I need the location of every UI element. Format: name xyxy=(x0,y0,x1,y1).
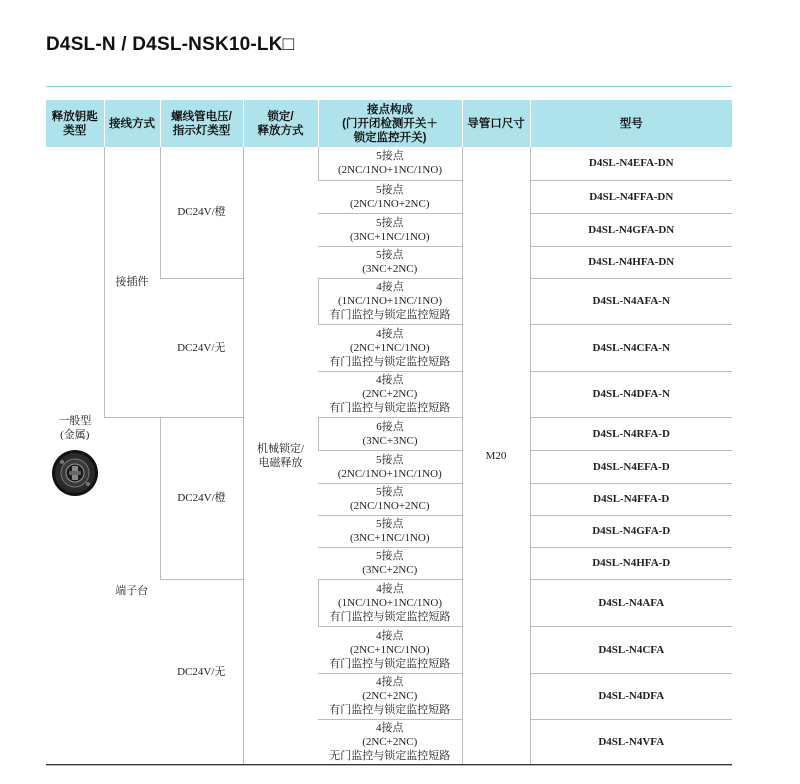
contact-cell: 4接点 (1NC/1NO+1NC/1NO) 有门监控与锁定监控短路 xyxy=(318,278,462,324)
table-row xyxy=(46,147,732,180)
contact-cell: 5接点 (3NC+2NC) xyxy=(318,246,462,278)
model-cell: D4SL-N4VFA xyxy=(530,719,732,765)
model-cell: D4SL-N4DFA xyxy=(530,673,732,719)
header-model: 型号 xyxy=(530,100,732,147)
model-cell: D4SL-N4FFA-DN xyxy=(530,180,732,213)
page-title: D4SL-N / D4SL-NSK10-LK□ xyxy=(46,34,295,55)
contact-cell: 4接点 (1NC/1NO+1NC/1NO) 有门监控与锁定监控短路 xyxy=(318,579,462,626)
model-cell: D4SL-N4AFA xyxy=(530,579,732,626)
contact-cell: 4接点 (2NC+2NC) 有门监控与锁定监控短路 xyxy=(318,371,462,417)
model-cell: D4SL-N4HFA-DN xyxy=(530,246,732,278)
model-cell: D4SL-N4HFA-D xyxy=(530,547,732,579)
model-cell: D4SL-N4AFA-N xyxy=(530,278,732,324)
contact-cell: 5接点 (2NC/1NO+2NC) xyxy=(318,483,462,515)
contact-cell: 4接点 (2NC+2NC) 无门监控与锁定监控短路 xyxy=(318,719,462,765)
wiring-connector-cell: 接插件 xyxy=(104,147,160,417)
table-header-row xyxy=(46,100,732,147)
model-cell: D4SL-N4FFA-D xyxy=(530,483,732,515)
table-row xyxy=(46,417,732,450)
key-type-cell xyxy=(46,147,104,765)
model-cell: D4SL-N4EFA-DN xyxy=(530,147,732,180)
model-cell: D4SL-N4RFA-D xyxy=(530,417,732,450)
table-bottom-rule xyxy=(46,764,732,765)
voltage-cell: DC24V/橙 xyxy=(160,147,243,278)
model-cell: D4SL-N4GFA-DN xyxy=(530,213,732,246)
header-key-type: 释放钥匙 类型 xyxy=(46,100,104,147)
contact-cell: 4接点 (2NC+2NC) 有门监控与锁定监控短路 xyxy=(318,673,462,719)
model-cell: D4SL-N4CFA-N xyxy=(530,324,732,371)
contact-cell: 6接点 (3NC+3NC) xyxy=(318,417,462,450)
key-type-label: 一般型 (金属) xyxy=(58,414,92,441)
contact-cell: 5接点 (2NC/1NO+2NC) xyxy=(318,180,462,213)
header-conduit: 导管口尺寸 xyxy=(462,100,530,147)
contact-cell: 5接点 (2NC/1NO+1NC/1NO) xyxy=(318,450,462,483)
contact-cell: 4接点 (2NC+1NC/1NO) 有门监控与锁定监控短路 xyxy=(318,324,462,371)
model-cell: D4SL-N4EFA-D xyxy=(530,450,732,483)
voltage-cell: DC24V/无 xyxy=(160,278,243,417)
spec-table xyxy=(46,100,732,766)
header-wiring: 接线方式 xyxy=(104,100,160,147)
conduit-cell: M20 xyxy=(462,147,530,765)
header-divider xyxy=(46,86,732,87)
voltage-cell: DC24V/橙 xyxy=(160,417,243,579)
model-cell: D4SL-N4CFA xyxy=(530,626,732,673)
contact-cell: 5接点 (3NC+1NC/1NO) xyxy=(318,515,462,547)
contact-cell: 4接点 (2NC+1NC/1NO) 有门监控与锁定监控短路 xyxy=(318,626,462,673)
lock-method-cell: 机械锁定/ 电磁释放 xyxy=(243,147,318,765)
model-cell: D4SL-N4DFA-N xyxy=(530,371,732,417)
contact-cell: 5接点 (2NC/1NO+1NC/1NO) xyxy=(318,147,462,180)
release-key-image xyxy=(50,448,100,498)
voltage-cell: DC24V/无 xyxy=(160,579,243,765)
header-contact: 接点构成 (门开闭检测开关＋ 锁定监控开关) xyxy=(318,100,462,147)
contact-cell: 5接点 (3NC+1NC/1NO) xyxy=(318,213,462,246)
header-voltage: 螺线管电压/ 指示灯类型 xyxy=(160,100,243,147)
contact-cell: 5接点 (3NC+2NC) xyxy=(318,547,462,579)
model-cell: D4SL-N4GFA-D xyxy=(530,515,732,547)
wiring-terminal-cell: 端子台 xyxy=(104,417,160,765)
header-lock-method: 锁定/ 释放方式 xyxy=(243,100,318,147)
